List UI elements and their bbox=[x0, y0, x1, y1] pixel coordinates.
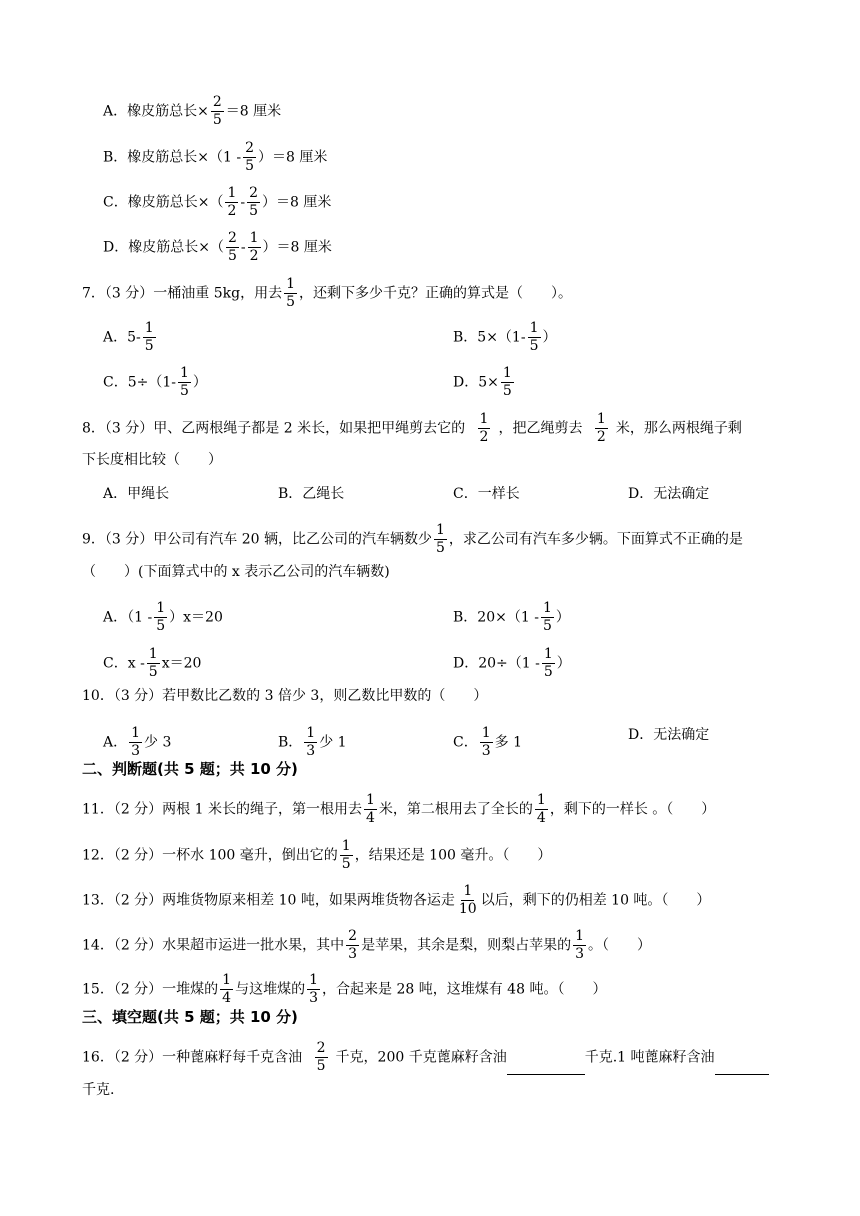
fraction: $\frac{1}{5}$ bbox=[180, 365, 189, 399]
fraction: $\frac{1}{2}$ bbox=[227, 185, 237, 219]
q9-option-b: B．20×（1 - $\frac{1}{5}$ ） bbox=[453, 600, 570, 634]
fraction: $\frac{1}{3}$ bbox=[309, 972, 319, 1006]
fraction: $\frac{1}{4}$ bbox=[222, 972, 232, 1006]
q8-stem: 8．（3 分）甲、乙两根绳子都是 2 米长，如果把甲绳剪去它的 $\frac{1}{2}$ ，把乙绳剪去 $\frac{1}{2}$ 米，那么两根绳子剩 bbox=[82, 411, 742, 445]
q7-option-d: D．5× $\frac{1}{5}$ bbox=[453, 365, 512, 399]
q6-option-d: D．橡皮筋总长×（ $\frac{2}{5}$ - $\frac{1}{2}$ ）＝8 厘米 bbox=[103, 230, 332, 264]
fraction: $\frac{1}{5}$ bbox=[542, 600, 552, 634]
fraction: $\frac{1}{3}$ bbox=[306, 725, 316, 759]
q10-option-c: C． $\frac{1}{3}$ 多 1 bbox=[453, 725, 522, 759]
q14: 14．（2 分）水果超市运进一批水果，其中 $\frac{2}{3}$ 是苹果，其余是梨，则梨占苹果的 $\frac{1}{3}$ 。（ ） bbox=[82, 928, 652, 962]
q16-line2: 千克. bbox=[82, 1082, 115, 1098]
fraction: $\frac{1}{3}$ bbox=[131, 725, 141, 759]
fraction: $\frac{1}{5}$ bbox=[529, 320, 539, 354]
fraction: $\frac{1}{5}$ bbox=[156, 600, 166, 634]
fraction: $\frac{2}{5}$ bbox=[249, 185, 259, 219]
fraction: $\frac{1}{4}$ bbox=[365, 792, 375, 826]
q8-stem-line2: 下长度相比较（ ） bbox=[82, 452, 222, 468]
q8-option-a: A．甲绳长 bbox=[103, 486, 170, 502]
q10-option-a: A． $\frac{1}{3}$ 少 3 bbox=[103, 725, 172, 759]
answer-blank[interactable] bbox=[715, 1058, 769, 1075]
q7-option-c: C．5÷（1- $\frac{1}{5}$ ） bbox=[103, 365, 207, 399]
section-heading-judgement: 二、判断题(共 5 题；共 10 分) bbox=[82, 760, 298, 778]
q8-option-b: B．乙绳长 bbox=[278, 486, 345, 502]
fraction: $\frac{1}{5}$ bbox=[286, 276, 295, 310]
fraction: $\frac{1}{5}$ bbox=[144, 320, 154, 354]
q9-stem-line2: （ ）(下面算式中的 x 表示乙公司的汽车辆数) bbox=[82, 564, 390, 580]
q9-option-c: C．x - $\frac{1}{5}$ x＝20 bbox=[103, 646, 202, 680]
fraction: $\frac{2}{5}$ bbox=[227, 230, 237, 264]
q11: 11．（2 分）两根 1 米长的绳子，第一根用去 $\frac{1}{4}$ 米，第二根用去了全长的 $\frac{1}{4}$ ，剩下的一样长 。（ ） bbox=[82, 792, 716, 826]
q8-option-c: C．一样长 bbox=[453, 486, 520, 502]
q6-option-b: B．橡皮筋总长×（1 - $\frac{2}{5}$ ）＝8 厘米 bbox=[103, 140, 328, 174]
q10-stem: 10．（3 分）若甲数比乙数的 3 倍少 3，则乙数比甲数的（ ） bbox=[82, 688, 488, 704]
fraction: $\frac{1}{2}$ bbox=[596, 411, 606, 445]
answer-blank[interactable] bbox=[507, 1058, 585, 1075]
fraction: $\frac{2}{5}$ bbox=[212, 94, 222, 128]
q9-option-a: A．（1 - $\frac{1}{5}$ ）x＝20 bbox=[103, 600, 223, 634]
q10-option-b: B． $\frac{1}{3}$ 少 1 bbox=[278, 725, 347, 759]
q6-option-c: C．橡皮筋总长×（ $\frac{1}{2}$ - $\frac{2}{5}$ ）＝8 厘米 bbox=[103, 185, 332, 219]
q6-option-a: A．橡皮筋总长× $\frac{2}{5}$ ＝8 厘米 bbox=[103, 94, 282, 128]
q9-stem: 9．（3 分）甲公司有汽车 20 辆，比乙公司的汽车辆数少 $\frac{1}{5}$ ，求乙公司有汽车多少辆。下面算式不正确的是 bbox=[82, 522, 743, 556]
fraction: $\frac{1}{4}$ bbox=[536, 792, 546, 826]
q10-option-d: D．无法确定 bbox=[628, 727, 710, 743]
fraction: $\frac{1}{5}$ bbox=[543, 646, 553, 680]
fraction: $\frac{1}{5}$ bbox=[341, 838, 351, 872]
q12: 12．（2 分）一杯水 100 毫升，倒出它的 $\frac{1}{5}$ ，结果还是 100 毫升。（ ） bbox=[82, 838, 552, 872]
fraction: $\frac{1}{3}$ bbox=[481, 725, 491, 759]
fraction: $\frac{2}{3}$ bbox=[348, 928, 358, 962]
fraction: $\frac{1}{2}$ bbox=[479, 411, 489, 445]
q7-option-a: A．5- $\frac{1}{5}$ bbox=[103, 320, 154, 354]
fraction: $\frac{2}{5}$ bbox=[316, 1040, 326, 1074]
q16: 16．（2 分）一种蓖麻籽每千克含油 $\frac{2}{5}$ 千克，200 千克蓖麻籽含油 千克.1 吨蓖麻籽含油 bbox=[82, 1040, 769, 1075]
fraction: $\frac{1}{5}$ bbox=[502, 365, 512, 399]
q7-option-b: B．5×（1- $\frac{1}{5}$ ） bbox=[453, 320, 557, 354]
q15: 15．（2 分）一堆煤的 $\frac{1}{4}$ 与这堆煤的 $\frac{1}{3}$ ，合起来是 28 吨，这堆煤有 48 吨。（ ） bbox=[82, 972, 607, 1006]
q7-stem: 7．（3 分）一桶油重 5kg，用去 $\frac{1}{5}$ ，还剩下多少千克？正确的算式是（ ）。 bbox=[82, 276, 572, 310]
fraction: $\frac{1}{3}$ bbox=[575, 928, 585, 962]
fraction: $\frac{1}{2}$ bbox=[249, 230, 259, 264]
fraction: $\frac{2}{5}$ bbox=[245, 140, 255, 174]
q13: 13．（2 分）两堆货物原来相差 10 吨，如果两堆货物各运走 $\frac{1}{10}$ 以后，剩下的仍相差 10 吨。（ ） bbox=[82, 883, 711, 917]
q8-option-d: D．无法确定 bbox=[628, 486, 710, 502]
section-heading-fill-blank: 三、填空题(共 5 题；共 10 分) bbox=[82, 1008, 298, 1026]
q9-option-d: D．20÷（1 - $\frac{1}{5}$ ） bbox=[453, 646, 571, 680]
fraction: $\frac{1}{10}$ bbox=[458, 883, 477, 917]
fraction: $\frac{1}{5}$ bbox=[435, 522, 445, 556]
fraction: $\frac{1}{5}$ bbox=[148, 646, 158, 680]
